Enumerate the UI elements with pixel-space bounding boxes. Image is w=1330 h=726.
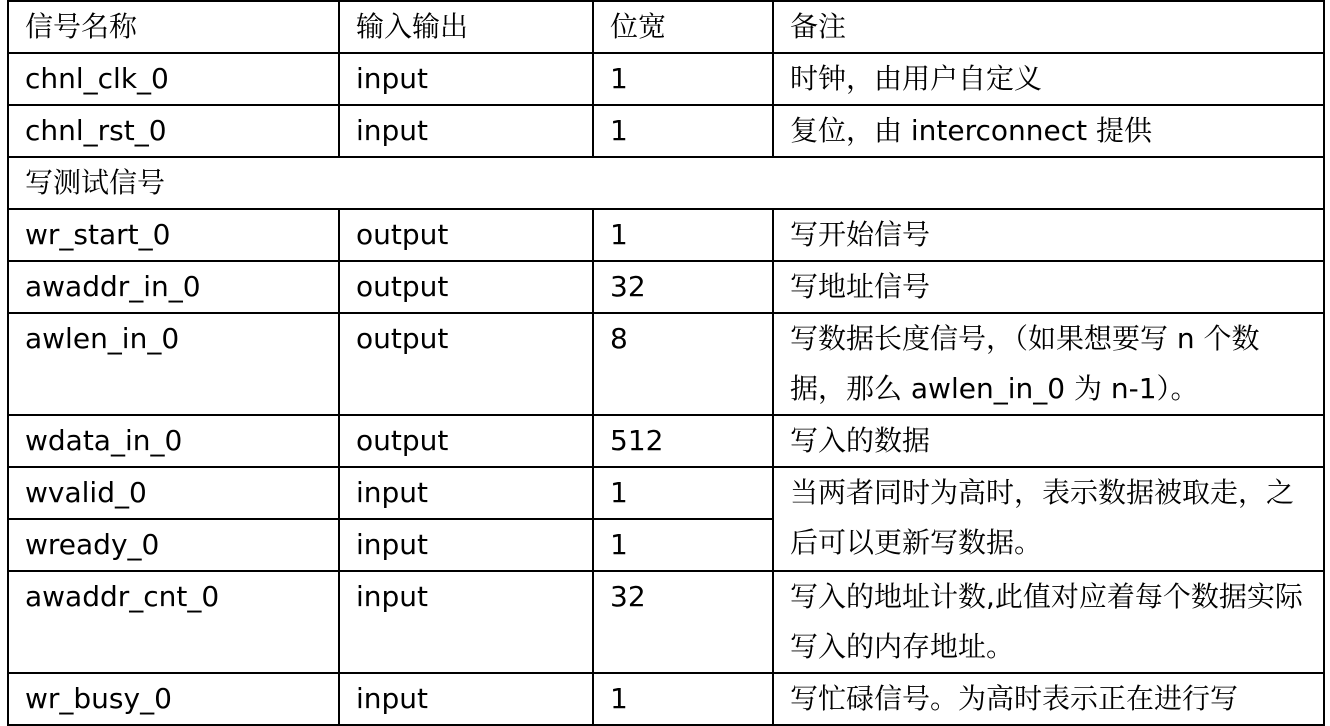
table-row xyxy=(8,467,1324,519)
signal-name-cell: awlen_in_0 xyxy=(8,313,339,415)
direction-cell: input xyxy=(339,571,593,673)
direction-cell: input xyxy=(339,53,593,105)
width-cell: 32 xyxy=(593,261,773,313)
width-cell: 1 xyxy=(593,105,773,157)
signal-table xyxy=(7,0,1325,726)
table-row xyxy=(8,415,1324,467)
note-cell: 写开始信号 xyxy=(773,209,1324,261)
header-signal-name: 信号名称 xyxy=(8,1,339,53)
direction-cell: output xyxy=(339,415,593,467)
header-direction: 输入输出 xyxy=(339,1,593,53)
width-cell: 1 xyxy=(593,673,773,725)
direction-cell: output xyxy=(339,313,593,415)
direction-cell: input xyxy=(339,467,593,519)
table-row xyxy=(8,673,1324,725)
signal-name-cell: chnl_rst_0 xyxy=(8,105,339,157)
note-cell: 时钟，由用户自定义 xyxy=(773,53,1324,105)
direction-cell: output xyxy=(339,209,593,261)
signal-name-cell: wr_busy_0 xyxy=(8,673,339,725)
note-cell: 当两者同时为高时，表示数据被取走，之后可以更新写数据。 xyxy=(773,467,1324,571)
width-cell: 32 xyxy=(593,571,773,673)
note-cell: 写入的数据 xyxy=(773,415,1324,467)
width-cell: 8 xyxy=(593,313,773,415)
signal-name-cell: wr_start_0 xyxy=(8,209,339,261)
direction-cell: input xyxy=(339,673,593,725)
signal-name-cell: awaddr_cnt_0 xyxy=(8,571,339,673)
table-row xyxy=(8,209,1324,261)
width-cell: 1 xyxy=(593,467,773,519)
signal-name-cell: chnl_clk_0 xyxy=(8,53,339,105)
table-row xyxy=(8,571,1324,673)
note-cell: 写忙碌信号。为高时表示正在进行写 xyxy=(773,673,1324,725)
direction-cell: output xyxy=(339,261,593,313)
note-cell: 写入的地址计数,此值对应着每个数据实际写入的内存地址。 xyxy=(773,571,1324,673)
width-cell: 1 xyxy=(593,209,773,261)
table-header-row xyxy=(8,1,1324,53)
note-cell: 复位，由 interconnect 提供 xyxy=(773,105,1324,157)
section-title: 写测试信号 xyxy=(8,157,1324,209)
signal-name-cell: wvalid_0 xyxy=(8,467,339,519)
width-cell: 1 xyxy=(593,53,773,105)
note-cell: 写地址信号 xyxy=(773,261,1324,313)
table-row xyxy=(8,313,1324,415)
table-row xyxy=(8,53,1324,105)
header-width: 位宽 xyxy=(593,1,773,53)
note-cell: 写数据长度信号，（如果想要写 n 个数据，那么 awlen_in_0 为 n-1）。 xyxy=(773,313,1324,415)
signal-name-cell: wready_0 xyxy=(8,519,339,571)
direction-cell: input xyxy=(339,519,593,571)
signal-name-cell: awaddr_in_0 xyxy=(8,261,339,313)
direction-cell: input xyxy=(339,105,593,157)
table-row xyxy=(8,105,1324,157)
section-row xyxy=(8,157,1324,209)
width-cell: 1 xyxy=(593,519,773,571)
header-note: 备注 xyxy=(773,1,1324,53)
table-row xyxy=(8,261,1324,313)
signal-name-cell: wdata_in_0 xyxy=(8,415,339,467)
width-cell: 512 xyxy=(593,415,773,467)
